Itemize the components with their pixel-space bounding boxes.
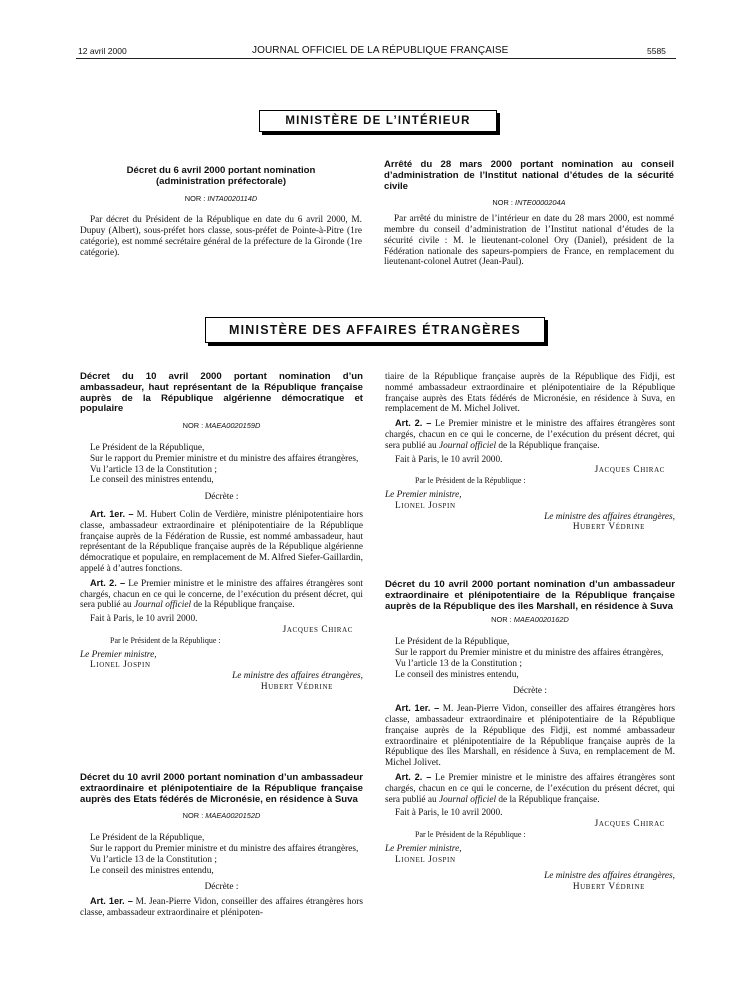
decree-algerie <box>80 372 363 693</box>
visa-president: Le Président de la République, <box>395 637 510 648</box>
visa-conseil: Le conseil des ministres entendu, <box>395 669 519 680</box>
nor-line: NOR : INTA0020114D <box>184 193 258 203</box>
visa-rapport: Sur le rapport du Premier ministre et du ministre des affaires étrangères, <box>90 453 359 464</box>
article-1: Art. 1er. – M. Hubert Colin de Verdière, ministre plénipotentiaire hors classe, ambassadeur extraordinaire et plénipotentiaire de la République française auprès de la Fédération de Russie, est nommé ambassadeur, haut représentant de la République française auprès de la République algérienne démocratique et populaire, en remplacement de M. Alfred Siefer-Gaillardin, appelé à d’autres fonctions. <box>80 508 363 574</box>
premier-ministre-label: Le Premier ministre, <box>80 649 157 660</box>
nor-code: INTA0020114D <box>207 193 258 203</box>
visa-rapport: Sur le rapport du Premier ministre et du ministre des affaires étrangères, <box>90 843 359 854</box>
ministre-label: Le ministre des affaires étrangères, <box>544 871 675 882</box>
header-rule <box>76 58 676 59</box>
arrete-title: Arrêté du 28 mars 2000 portant nomination au conseil d’administration de l’Institut national d’études de la sécurité civile <box>384 159 674 192</box>
par-le-president: Par le Président de la République : <box>110 635 221 645</box>
article-label: Art. 2. – <box>395 418 432 429</box>
premier-ministre-name: Lionel Jospin <box>90 660 151 671</box>
nor-line: NOR : MAEA0020159D <box>182 421 261 431</box>
decrete: Décrète : <box>513 686 547 697</box>
header-title: JOURNAL OFFICIEL DE LA RÉPUBLIQUE FRANÇAISE <box>252 45 509 56</box>
par-le-president: Par le Président de la République : <box>415 476 526 486</box>
nor-code: INTE0000204A <box>515 198 566 208</box>
article-label: Art. 2. – <box>90 577 126 588</box>
decrete: Décrète : <box>204 492 239 503</box>
article-label: Art. 1er. – <box>395 703 440 714</box>
visa-constitution: Vu l’article 13 de la Constitution ; <box>395 658 522 669</box>
ministre-name: Hubert Védrine <box>572 882 645 893</box>
visa-constitution: Vu l’article 13 de la Constitution ; <box>90 464 217 475</box>
fait-a-paris: Fait à Paris, le 10 avril 2000. <box>395 808 503 819</box>
fait-a-paris: Fait à Paris, le 10 avril 2000. <box>90 614 198 625</box>
article-1: Art. 1er. – M. Jean-Pierre Vidon, conseiller des affaires étrangères hors classe, ambassadeur extraordinaire et plénipotentiaire de la République française auprès de la République des Fidji, est nommé ambassadeur extraordinaire et plénipotentiaire de la République française auprès de la République des îles Marshall, en résidence à Suva, en remplacement de M. Michel Jolivet. <box>385 703 675 769</box>
premier-ministre-label: Le Premier ministre, <box>385 489 462 500</box>
article-1-continued: tiaire de la République française auprès de la République des Fidji, est nommé ambassadeur extraordinaire et plénipotentiaire de la République française auprès des Etats fédérés de Micronésie, en résidence à Suva, en remplacement de M. Michel Jolivet. <box>385 372 675 415</box>
article-1: Art. 1er. – M. Jean-Pierre Vidon, conseiller des affaires étrangères hors classe, ambassadeur extraordinaire et plénipoten- <box>80 896 363 918</box>
decree-title: Décret du 10 avril 2000 portant nomination d’un ambassadeur extraordinaire et plénipotentiaire de la République française auprès de la République des îles Marshall, en résidence à Suva <box>385 579 675 612</box>
article-label: Art. 1er. – <box>90 508 134 519</box>
par-le-president: Par le Président de la République : <box>415 829 526 839</box>
decree-micronesie <box>80 773 363 919</box>
signature-president: Jacques Chirac <box>594 465 665 476</box>
premier-ministre-label: Le Premier ministre, <box>385 843 462 854</box>
nor-line: NOR : MAEA0020152D <box>182 811 261 821</box>
ministre-name: Hubert Védrine <box>572 522 645 533</box>
signature-president: Jacques Chirac <box>282 624 353 635</box>
ministre-label: Le ministre des affaires étrangères, <box>232 671 363 682</box>
visa-president: Le Président de la République, <box>90 442 205 453</box>
article-2: Art. 2. – Le Premier ministre et le ministre des affaires étrangères sont chargés, chacun en ce qui le concerne, de l’exécution du présent décret, qui sera publié au Journal officiel de la République française. <box>385 418 676 451</box>
header-date: 12 avril 2000 <box>78 46 127 56</box>
visa-conseil: Le conseil des ministres entendu, <box>90 475 214 486</box>
decree-iles-marshall <box>385 580 675 893</box>
decree-title: Décret du 10 avril 2000 portant nomination d’un ambassadeur, haut représentant de la République française auprès de la République algérienne démocratique et populaire <box>80 371 363 415</box>
article-label: Art. 1er. – <box>90 896 133 907</box>
section-heading-interieur: MINISTÈRE DE L’INTÉRIEUR <box>259 110 497 132</box>
visa-rapport: Sur le rapport du Premier ministre et du ministre des affaires étrangères, <box>395 647 664 658</box>
decree-prefectorale <box>80 166 362 259</box>
premier-ministre-name: Lionel Jospin <box>395 500 456 511</box>
decree-title: Décret du 6 avril 2000 portant nomination (administration préfectorale) <box>126 165 316 187</box>
ministre-name: Hubert Védrine <box>260 681 333 692</box>
premier-ministre-name: Lionel Jospin <box>395 854 456 865</box>
fait-a-paris: Fait à Paris, le 10 avril 2000. <box>395 454 503 465</box>
section-heading-affaires-etrangeres: MINISTÈRE DES AFFAIRES ÉTRANGÈRES <box>205 317 545 343</box>
signature-president: Jacques Chirac <box>594 819 665 830</box>
arrete-body: Par arrêté du ministre de l’intérieur en date du 28 mars 2000, est nommé membre du conseil d’administration de l’Institut national d’études de la sécurité civile : M. le lieutenant-colonel Ory (Daniel), président de la Fédération nationale des sapeurs-pompiers de France, en remplacement du lieutenant-colonel Autret (Jean-Paul). <box>384 214 674 268</box>
article-2: Art. 2. – Le Premier ministre et le ministre des affaires étrangères sont chargés, chacun en ce qui le concerne, de l’exécution du présent décret, qui sera publié au Journal officiel de la République française. <box>385 771 676 805</box>
decree-body: Par décret du Président de la République en date du 6 avril 2000, M. Dupuy (Albert), sous-préfet hors classe, sous-préfet de Pointe-à-Pitre (1re catégorie), est nommé secrétaire général de la préfecture de la Gironde (1re catégorie). <box>80 215 362 258</box>
nor-code: MAEA0020162D <box>513 615 569 625</box>
nor-code: MAEA0020159D <box>205 421 261 431</box>
visa-constitution: Vu l’article 13 de la Constitution ; <box>90 854 217 865</box>
nor-line: NOR : INTE0000204A <box>492 198 566 208</box>
visa-president: Le Président de la République, <box>90 833 205 844</box>
nor-line: NOR : MAEA0020162D <box>491 615 569 625</box>
decree-micronesie-continued <box>385 372 675 533</box>
nor-code: MAEA0020152D <box>205 811 261 821</box>
article-2: Art. 2. – Le Premier ministre et le ministre des affaires étrangères sont chargés, chacun en ce qui le concerne, de l’exécution du présent décret, qui sera publié au Journal officiel de la République française. <box>80 577 364 611</box>
decrete: Décrète : <box>204 882 239 893</box>
ministre-label: Le ministre des affaires étrangères, <box>544 511 675 522</box>
header-page-number: 5585 <box>647 46 666 56</box>
arrete-securite-civile <box>384 160 674 268</box>
visa-conseil: Le conseil des ministres entendu, <box>90 865 214 876</box>
article-label: Art. 2. – <box>395 771 432 782</box>
decree-title: Décret du 10 avril 2000 portant nomination d’un ambassadeur extraordinaire et plénipotentiaire de la République française auprès des Etats fédérés de Micronésie, en résidence à Suva <box>80 772 363 805</box>
